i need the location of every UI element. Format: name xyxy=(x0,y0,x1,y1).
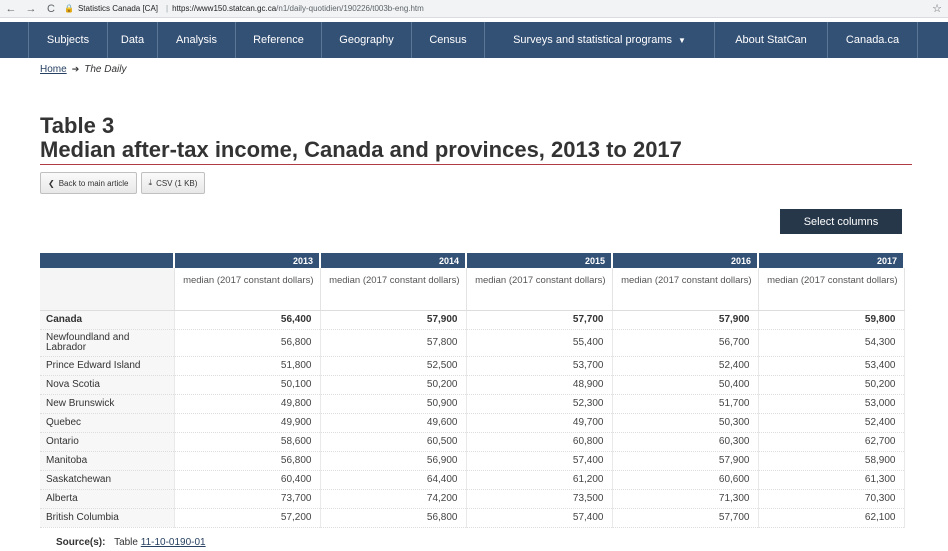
income-cell: 53,000 xyxy=(758,394,904,413)
source-prefix: Table xyxy=(114,537,138,548)
title-divider xyxy=(40,164,912,165)
unit-label: median (2017 constant dollars) xyxy=(612,268,758,310)
browser-toolbar xyxy=(0,0,948,18)
year-header-row xyxy=(40,253,904,268)
table-row xyxy=(40,432,904,451)
table-row xyxy=(40,470,904,489)
table-row xyxy=(40,329,904,356)
table-row xyxy=(40,356,904,375)
income-cell: 49,600 xyxy=(320,413,466,432)
income-cell: 74,200 xyxy=(320,489,466,508)
unit-label: median (2017 constant dollars) xyxy=(758,268,904,310)
income-cell: 57,400 xyxy=(466,451,612,470)
income-cell: 50,300 xyxy=(612,413,758,432)
unit-label: median (2017 constant dollars) xyxy=(466,268,612,310)
source-note xyxy=(56,537,206,548)
table-number: Table 3 xyxy=(40,113,115,138)
table-body xyxy=(40,310,904,527)
row-geography: New Brunswick xyxy=(40,394,174,413)
income-cell: 50,200 xyxy=(320,375,466,394)
table-row xyxy=(40,451,904,470)
income-cell: 59,800 xyxy=(758,310,904,329)
row-geography: Canada xyxy=(40,310,174,329)
table-row xyxy=(40,394,904,413)
table-row xyxy=(40,413,904,432)
column-header-2016[interactable]: 2016 xyxy=(612,253,758,268)
income-cell: 50,400 xyxy=(612,375,758,394)
column-header-2014[interactable]: 2014 xyxy=(320,253,466,268)
income-cell: 57,900 xyxy=(612,451,758,470)
back-to-article-button[interactable]: ❮ Back to main article xyxy=(40,172,137,194)
header-corner xyxy=(40,253,174,268)
income-cell: 57,400 xyxy=(466,508,612,527)
site-identity: Statistics Canada [CA] xyxy=(77,4,159,13)
income-cell: 57,900 xyxy=(320,310,466,329)
income-cell: 56,800 xyxy=(174,329,320,356)
bookmark-star-icon[interactable]: ☆ xyxy=(932,3,942,15)
row-geography: Manitoba xyxy=(40,451,174,470)
income-cell: 53,400 xyxy=(758,356,904,375)
menu-item-analysis[interactable]: Analysis xyxy=(158,22,236,58)
income-cell: 56,900 xyxy=(320,451,466,470)
csv-download-button[interactable]: ⤓ CSV (1 KB) xyxy=(141,172,206,194)
income-cell: 60,300 xyxy=(612,432,758,451)
address-separator: | xyxy=(166,4,169,13)
income-cell: 50,200 xyxy=(758,375,904,394)
income-cell: 73,700 xyxy=(174,489,320,508)
source-label: Source(s): xyxy=(56,537,106,548)
income-cell: 52,500 xyxy=(320,356,466,375)
income-cell: 70,300 xyxy=(758,489,904,508)
menu-item-about[interactable]: About StatCan xyxy=(715,22,828,58)
breadcrumb xyxy=(40,64,126,75)
income-cell: 61,200 xyxy=(466,470,612,489)
income-cell: 58,600 xyxy=(174,432,320,451)
income-cell: 57,900 xyxy=(612,310,758,329)
unit-corner xyxy=(40,268,174,310)
income-table xyxy=(40,253,905,528)
menu-item-census[interactable]: Census xyxy=(412,22,485,58)
breadcrumb-current: The Daily xyxy=(84,64,127,75)
row-geography: Nova Scotia xyxy=(40,375,174,394)
income-cell: 56,700 xyxy=(612,329,758,356)
income-cell: 60,600 xyxy=(612,470,758,489)
lock-icon: 🔒 xyxy=(64,4,74,13)
income-cell: 57,700 xyxy=(466,310,612,329)
income-cell: 53,700 xyxy=(466,356,612,375)
income-cell: 49,800 xyxy=(174,394,320,413)
income-cell: 48,900 xyxy=(466,375,612,394)
income-cell: 52,400 xyxy=(758,413,904,432)
reload-icon[interactable]: C xyxy=(47,2,55,15)
income-cell: 73,500 xyxy=(466,489,612,508)
breadcrumb-arrow-icon: ➔ xyxy=(71,64,80,74)
row-geography: Quebec xyxy=(40,413,174,432)
menu-item-canada-ca[interactable]: Canada.ca xyxy=(828,22,918,58)
address-bar[interactable] xyxy=(64,2,930,16)
income-cell: 52,400 xyxy=(612,356,758,375)
back-arrow-icon[interactable]: ← xyxy=(5,2,17,15)
row-geography: Prince Edward Island xyxy=(40,356,174,375)
income-cell: 51,800 xyxy=(174,356,320,375)
unit-label: median (2017 constant dollars) xyxy=(320,268,466,310)
menu-item-data[interactable]: Data xyxy=(108,22,158,58)
income-cell: 71,300 xyxy=(612,489,758,508)
column-header-2013[interactable]: 2013 xyxy=(174,253,320,268)
forward-arrow-icon[interactable]: → xyxy=(25,2,37,15)
income-cell: 57,800 xyxy=(320,329,466,356)
row-geography: Alberta xyxy=(40,489,174,508)
chevron-down-icon: ▼ xyxy=(678,35,686,45)
action-buttons xyxy=(40,172,205,194)
income-cell: 50,900 xyxy=(320,394,466,413)
income-cell: 50,100 xyxy=(174,375,320,394)
url-host: https://www150.statcan.gc.ca xyxy=(172,4,277,13)
income-cell: 62,100 xyxy=(758,508,904,527)
row-geography: Newfoundland and Labrador xyxy=(40,329,174,356)
unit-label: median (2017 constant dollars) xyxy=(174,268,320,310)
income-cell: 56,800 xyxy=(320,508,466,527)
row-geography: Saskatchewan xyxy=(40,470,174,489)
menu-item-subjects[interactable]: Subjects xyxy=(28,22,108,58)
income-cell: 49,700 xyxy=(466,413,612,432)
income-cell: 60,800 xyxy=(466,432,612,451)
breadcrumb-home-link[interactable]: Home xyxy=(40,64,67,75)
download-icon: ⤓ xyxy=(148,178,153,187)
income-cell: 60,400 xyxy=(174,470,320,489)
income-cell: 56,400 xyxy=(174,310,320,329)
url-path: /n1/daily-quotidien/190226/t003b-eng.htm xyxy=(276,4,424,13)
chevron-left-icon: ❮ xyxy=(48,178,55,188)
income-cell: 51,700 xyxy=(612,394,758,413)
income-cell: 58,900 xyxy=(758,451,904,470)
table-title: Median after-tax income, Canada and provinces, 2013 to 2017 xyxy=(40,137,682,162)
select-columns-button[interactable]: Select columns xyxy=(780,209,902,234)
income-cell: 54,300 xyxy=(758,329,904,356)
income-cell: 62,700 xyxy=(758,432,904,451)
table-row xyxy=(40,310,904,329)
menu-item-reference[interactable]: Reference xyxy=(236,22,322,58)
income-cell: 60,500 xyxy=(320,432,466,451)
unit-header-row xyxy=(40,268,904,310)
income-cell: 57,700 xyxy=(612,508,758,527)
income-cell: 57,200 xyxy=(174,508,320,527)
table-row xyxy=(40,375,904,394)
table-row xyxy=(40,508,904,527)
income-cell: 49,900 xyxy=(174,413,320,432)
table-row xyxy=(40,489,904,508)
income-cell: 61,300 xyxy=(758,470,904,489)
page-title xyxy=(40,114,682,162)
income-cell: 56,800 xyxy=(174,451,320,470)
menu-item-surveys[interactable]: Surveys and statistical programs ▼ xyxy=(485,22,715,58)
row-geography: British Columbia xyxy=(40,508,174,527)
column-header-2015[interactable]: 2015 xyxy=(466,253,612,268)
row-geography: Ontario xyxy=(40,432,174,451)
income-cell: 55,400 xyxy=(466,329,612,356)
site-menu xyxy=(0,22,948,58)
menu-item-geography[interactable]: Geography xyxy=(322,22,412,58)
income-cell: 52,300 xyxy=(466,394,612,413)
source-table-link[interactable]: 11-10-0190-01 xyxy=(140,537,206,548)
income-cell: 64,400 xyxy=(320,470,466,489)
column-header-2017[interactable]: 2017 xyxy=(758,253,904,268)
